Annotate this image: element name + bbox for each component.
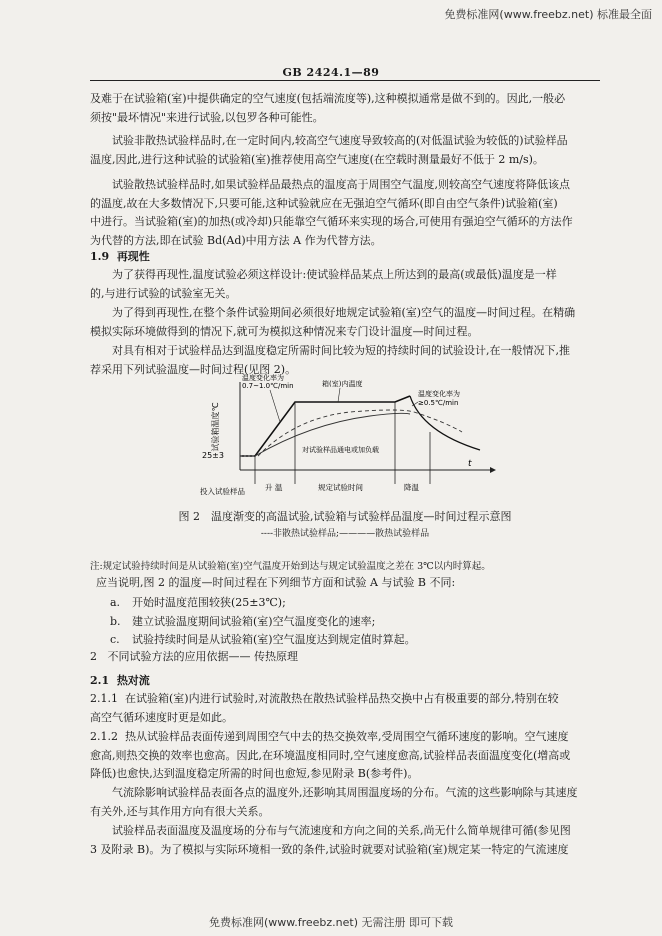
text-line: 高空气循环速度时更是如此。 — [90, 710, 233, 724]
text-line: 降低)也愈快,达到温度稳定所需的时间也愈短,参见附录 B(参考件)。 — [90, 767, 419, 780]
fall-rate-annotation-l1: 温度变化率为 — [418, 390, 460, 398]
figure-caption: 图 2 温度渐变的高温试验,试验箱与试验样品温度—时间过程示意图 — [178, 510, 512, 523]
item-label: b. — [110, 614, 121, 628]
text-line: 试验散热试验样品时,如果试验样品最热点的温度高于周围空气温度,则较高空气速度将降低该点 — [112, 178, 570, 191]
section-title: 热对流 — [116, 674, 150, 687]
text-line: 试验样品表面温度及温度场的分布与气流速度和方向之间的关系,尚无什么简单规律可循(参见图 — [112, 824, 571, 837]
text-line: 及难于在试验箱(室)中提供确定的空气速度(包括端流度等),这种模拟通常是做不到的。因此,一般必 — [90, 92, 566, 105]
text-line: 气流除影响试验样品表面各点的温度外,还影响其周围温度场的分布。气流的这些影响除与其速度 — [112, 786, 578, 799]
figure-2-diagram — [200, 372, 500, 502]
text-line: 为代替的方法,即在试验 Bd(Ad)中用方法 A 作为代替方法。 — [90, 233, 382, 247]
comparison-intro: 应当说明,图 2 的温度—时间过程在下列细节方面和试验 A 与试验 B 不同: — [96, 576, 456, 589]
text-line: 3 及附录 B)。为了模拟与实际环境相一致的条件,试验时就要对试验箱(室)规定某一特定的气流速度 — [90, 842, 569, 856]
figure-note: 注:规定试验持续时间是从试验箱(室)空气温度开始到达与规定试验温度之差在 3℃以内时算起。 — [90, 561, 491, 572]
paragraph-8 — [90, 822, 610, 859]
section-title: 不同试验方法的应用依据—— 传热原理 — [107, 650, 298, 663]
clause-number: 2.1.1 — [90, 692, 118, 705]
section-title: 再现性 — [116, 250, 150, 263]
paragraph-2-1-2 — [90, 728, 610, 784]
section-2-heading — [90, 648, 610, 667]
list-item — [110, 631, 610, 650]
rise-annotation-leader — [270, 390, 280, 422]
text-line: 荐采用下列试验温度—时间过程(见图 2)。 — [90, 362, 297, 376]
fall-rate-annotation-l2: ≥0.5℃/min — [418, 399, 459, 407]
rise-rate-annotation-l2: 0.7~1.0℃/min — [242, 382, 294, 390]
text-line: 愈高,则热交换的效率也愈高。因此,在环境温度相同时,空气速度愈高,试验样品表面温度变化(增高或 — [90, 748, 571, 762]
figure-legend: ----非散热试验样品;————散热试验样品 — [260, 529, 430, 539]
text-line: 模拟实际环境做得到的情况下,就可为模拟这种情况来专门设计温度—时间过程。 — [90, 324, 479, 338]
clause-number: 2.1.2 — [90, 730, 118, 743]
paragraph-7 — [90, 784, 610, 821]
section-number: 2 — [90, 650, 97, 663]
text-line: 温度,因此,进行这种试验的试验箱(室)推荐使用高空气速度(在空载时测量最好不低于 2 m/s)。 — [90, 152, 544, 166]
text-line: 在试验箱(室)内进行试验时,对流散热在散热试验样品热交换中占有极重要的部分,特别在较 — [125, 692, 559, 705]
rise-rate-annotation-l1: 温度变化率为 — [242, 374, 284, 382]
y-axis-label: 试验箱温度℃ — [211, 402, 220, 452]
item-label: a. — [110, 596, 121, 609]
site-banner-top: 免费标准网(www.freebz.net) 标准最全面 — [444, 8, 652, 21]
comparison-list — [110, 594, 610, 650]
chamber-annotation-leader — [338, 388, 340, 402]
item-text: 开始时温度范围较狭(25±3℃); — [132, 596, 286, 609]
paragraph-1 — [90, 90, 610, 127]
site-banner-bottom: 免费标准网(www.freebz.net) 无需注册 即可下载 — [208, 916, 454, 929]
phase-rise-label: 升 温 — [265, 483, 283, 492]
paragraph-4 — [90, 266, 610, 303]
text-line: 对具有相对于试验样品达到温度稳定所需时间比较为短的持续时间的试验设计,在一般情况下,推 — [112, 344, 570, 357]
item-label: c. — [110, 633, 120, 646]
powered-annotation: 对试验样品通电或加负载 — [302, 446, 379, 454]
item-text: 试验持续时间是从试验箱(室)空气温度达到规定值时算起。 — [132, 633, 416, 646]
x-axis-arrow — [490, 467, 496, 473]
text-line: 须按"最坏情况"来进行试验,以包罗各种可能性。 — [90, 110, 324, 124]
paragraph-2-1-1 — [90, 690, 610, 727]
section-2-1-heading — [90, 672, 610, 691]
time-axis-label: t — [468, 459, 472, 469]
phase-insert-label: 投入试验样品 — [200, 487, 245, 496]
standard-number-header: GB 2424.1—89 — [282, 66, 380, 79]
text-line: 为了获得再现性,温度试验必须这样设计:使试验样品某点上所达到的最高(或最低)温度是一样 — [112, 268, 557, 281]
chamber-temperature-annotation: 箱(室)内温度 — [322, 380, 363, 388]
paragraph-2 — [90, 132, 610, 169]
text-line: 热从试验样品表面传递到周围空气中去的热交换效率,受周围空气循环速度的影响。空气速度 — [125, 730, 569, 743]
text-line: 中进行。当试验箱(室)的加热(或冷却)只能靠空气循环来实现的场合,可使用有强迫空气循环的方法作 — [90, 215, 573, 228]
section-number: 2.1 — [90, 674, 110, 687]
section-1-9-heading — [90, 248, 610, 267]
item-text: 建立试验温度期间试验箱(室)空气温度变化的速率; — [132, 614, 376, 628]
text-line: 有关外,还与其作用方向有很大关系。 — [90, 804, 270, 818]
paragraph-3 — [90, 176, 610, 250]
header-divider — [90, 80, 600, 81]
phase-hold-label: 规定试验时间 — [318, 483, 363, 492]
paragraph-5 — [90, 304, 610, 341]
text-line: 的温度,故在大多数情况下,只要可能,这种试验就应在无强迫空气循环(即自由空气条件)试验箱(室) — [90, 196, 558, 210]
text-line: 的,与进行试验的试验室无关。 — [90, 286, 237, 300]
phase-fall-label: 降温 — [404, 483, 419, 492]
list-item — [110, 613, 610, 632]
text-line: 为了得到再现性,在整个条件试验期间必须很好地规定试验箱(室)空气的温度—时间过程。在精确 — [112, 306, 576, 319]
list-item — [110, 594, 610, 613]
start-temperature-label: 25±3 — [202, 451, 224, 460]
section-number: 1.9 — [90, 250, 110, 263]
text-line: 试验非散热试验样品时,在一定时间内,较高空气速度导致较高的(对低温试验为较低的)试验样品 — [112, 134, 568, 147]
